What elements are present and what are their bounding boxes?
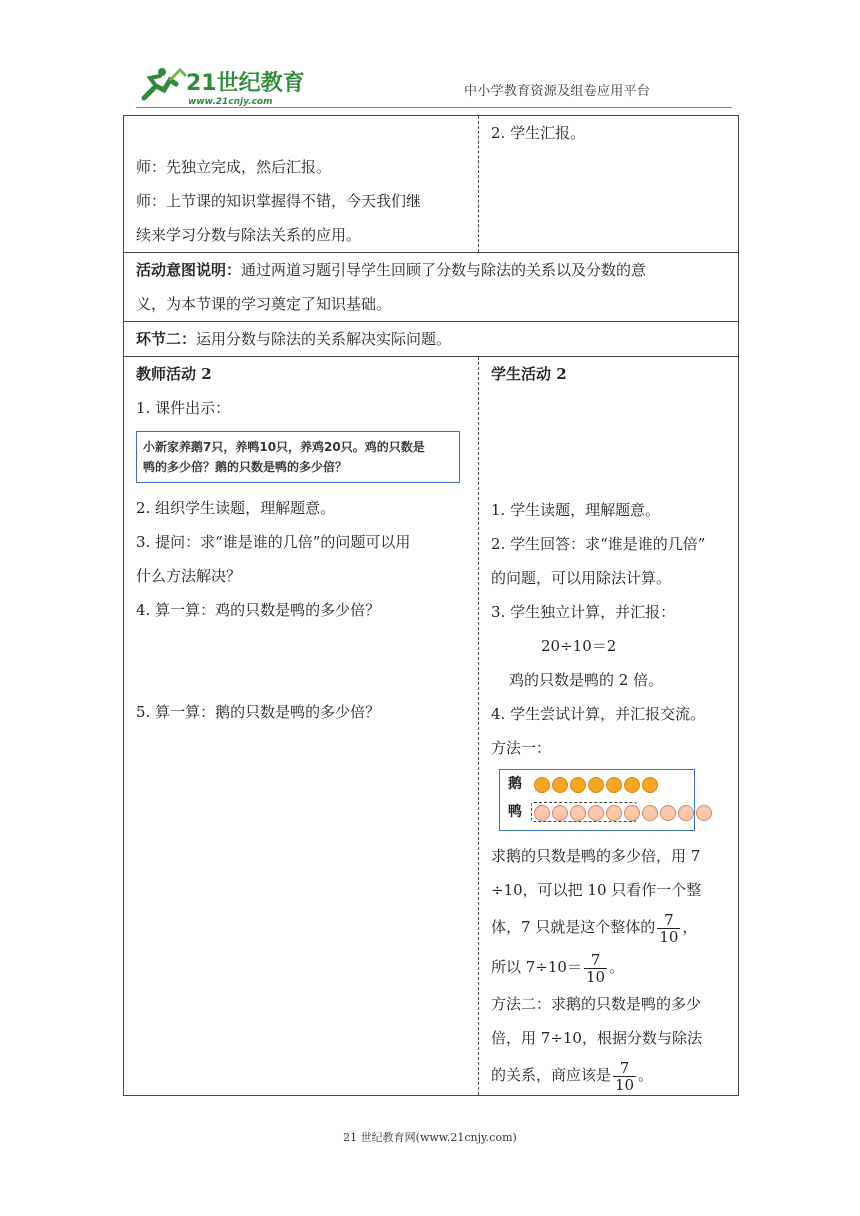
teacher-activity-cell: [124, 357, 479, 1096]
student-activity-title: 学生活动 2: [491, 365, 567, 383]
goose-dot: [552, 777, 568, 793]
method-one-label: 方法一：: [491, 739, 552, 757]
duck-dot: [624, 805, 640, 821]
table-row: [124, 116, 739, 253]
fraction: $\frac{7}{10}$: [659, 910, 679, 946]
problem-box: [136, 431, 460, 483]
page-header: [0, 0, 860, 115]
spacer: [491, 391, 738, 493]
duck-dot: [606, 805, 622, 821]
method-one-text: 体，7 只就是这个整体的: [491, 918, 656, 936]
method-two-text: 的关系，商应该是: [491, 1066, 612, 1084]
teacher-item: 3. 提问：求“谁是谁的几倍”的问题可以用: [136, 533, 411, 551]
goose-dot: [588, 777, 604, 793]
student-item: 1. 学生读题，理解题意。: [491, 501, 661, 519]
table-row: [124, 253, 739, 322]
lesson-table: [123, 115, 739, 1096]
method-one-text: 所以 7÷10＝: [491, 958, 582, 976]
fraction: $\frac{7}{10}$: [615, 1058, 635, 1094]
goose-dot: [624, 777, 640, 793]
duck-dots: [534, 805, 712, 821]
teacher-line: 续来学习分数与除法关系的应用。: [136, 226, 362, 244]
goose-dot: [606, 777, 622, 793]
intent-cell: [124, 253, 739, 322]
platform-title: 中小学教育资源及组卷应用平台: [464, 84, 651, 99]
student-line: 2. 学生汇报。: [491, 124, 586, 142]
method-two-text: 方法二：求鹅的只数是鸭的多少: [491, 995, 702, 1013]
teacher-activity-title: 教师活动 2: [136, 365, 212, 383]
logo: [136, 62, 306, 110]
method-one-text: ÷10，可以把 10 只看作一个整: [491, 881, 702, 899]
student-cell-prev: [479, 116, 739, 253]
fraction: $\frac{7}{10}$: [585, 950, 606, 986]
teacher-item: 1. 课件出示：: [136, 399, 231, 417]
teacher-item: 4. 算一算：鸡的只数是鸭的多少倍？: [136, 601, 381, 619]
duck-dot: [678, 805, 694, 821]
segment-text: 运用分数与除法的关系解决实际问题。: [196, 330, 452, 348]
equation: 20÷10＝2: [541, 637, 617, 655]
duck-dot: [570, 805, 586, 821]
student-activity-cell: 学生活动 2 1. 学生读题，理解题意。 2. 学生回答：求“谁是谁的几倍” 的问题，可以用除法计算。 3. 学生独立计算，并汇报： 20÷10＝2 鸡的只数是鸭的 2 倍。 4. 学生尝试计算，并汇报交流。 方法一： 鹅 鸭 求鹅的只数是鸭的多少倍，用 7 ÷10，可以把 10 只看作一个整 体，7 只就是这个整体的 $\frac{7}{10}$ ， 所以 7÷10＝ $\frac{7}{10}$ 。 方法二：求鹅的只数是鸭的多少 倍，用 7÷10，根据分数与除法 的关系，商应该是 $\frac{7}{10}$ 。: [479, 357, 739, 1096]
intent-text-cont: 义，为本节课的学习奠定了知识基础。: [136, 295, 392, 313]
intent-text: 通过两道习题引导学生回顾了分数与除法的关系以及分数的意: [241, 261, 647, 279]
teacher-line: 师：上节课的知识掌握得不错，今天我们继: [136, 192, 422, 210]
duck-dot: [696, 805, 712, 821]
dot-diagram: [499, 769, 695, 831]
header-divider: [136, 107, 732, 108]
runner-logo-icon: [144, 68, 186, 98]
problem-line: 鸭的多少倍？鹅的只数是鸭的多少倍？: [143, 460, 348, 474]
duck-dot: [534, 805, 550, 821]
spacer: [136, 627, 478, 695]
segment-label: 环节二：: [136, 330, 197, 348]
page-footer: 21 世纪教育网(www.21cnjy.com): [343, 1131, 517, 1144]
goose-dots: [534, 777, 658, 793]
duck-dot: [660, 805, 676, 821]
goose-dot: [534, 777, 550, 793]
goose-dot: [642, 777, 658, 793]
duck-dot: [552, 805, 568, 821]
table-row: [124, 357, 739, 1096]
goose-label: 鹅: [508, 776, 522, 792]
logo-url: www.21cnjy.com: [188, 97, 273, 107]
teacher-item: 2. 组织学生读题，理解题意。: [136, 499, 336, 517]
table-row: [124, 322, 739, 357]
teacher-cell-prev: [124, 116, 479, 253]
method-two-text: 倍，用 7÷10，根据分数与除法: [491, 1029, 702, 1047]
method-one-text: 求鹅的只数是鸭的多少倍，用 7: [491, 847, 701, 865]
teacher-item: 5. 算一算：鹅的只数是鸭的多少倍？: [136, 703, 381, 721]
duck-dot: [588, 805, 604, 821]
student-item: 4. 学生尝试计算，并汇报交流。: [491, 705, 706, 723]
result: 鸡的只数是鸭的 2 倍。: [509, 671, 664, 689]
logo-text: 21世纪教育: [186, 71, 305, 96]
duck-label: 鸭: [508, 804, 522, 820]
intent-label: 活动意图说明：: [136, 261, 242, 279]
teacher-line: 师：先独立完成，然后汇报。: [136, 158, 332, 176]
problem-line: 小新家养鹅7只，养鸭10只，养鸡20只。鸡的只数是: [143, 440, 425, 454]
segment-cell: [124, 322, 739, 357]
duck-dot: [642, 805, 658, 821]
goose-dot: [570, 777, 586, 793]
student-item: 的问题，可以用除法计算。: [491, 569, 672, 587]
teacher-item: 什么方法解决？: [136, 567, 242, 585]
student-item: 3. 学生独立计算，并汇报：: [491, 603, 676, 621]
student-item: 2. 学生回答：求“谁是谁的几倍”: [491, 535, 706, 553]
